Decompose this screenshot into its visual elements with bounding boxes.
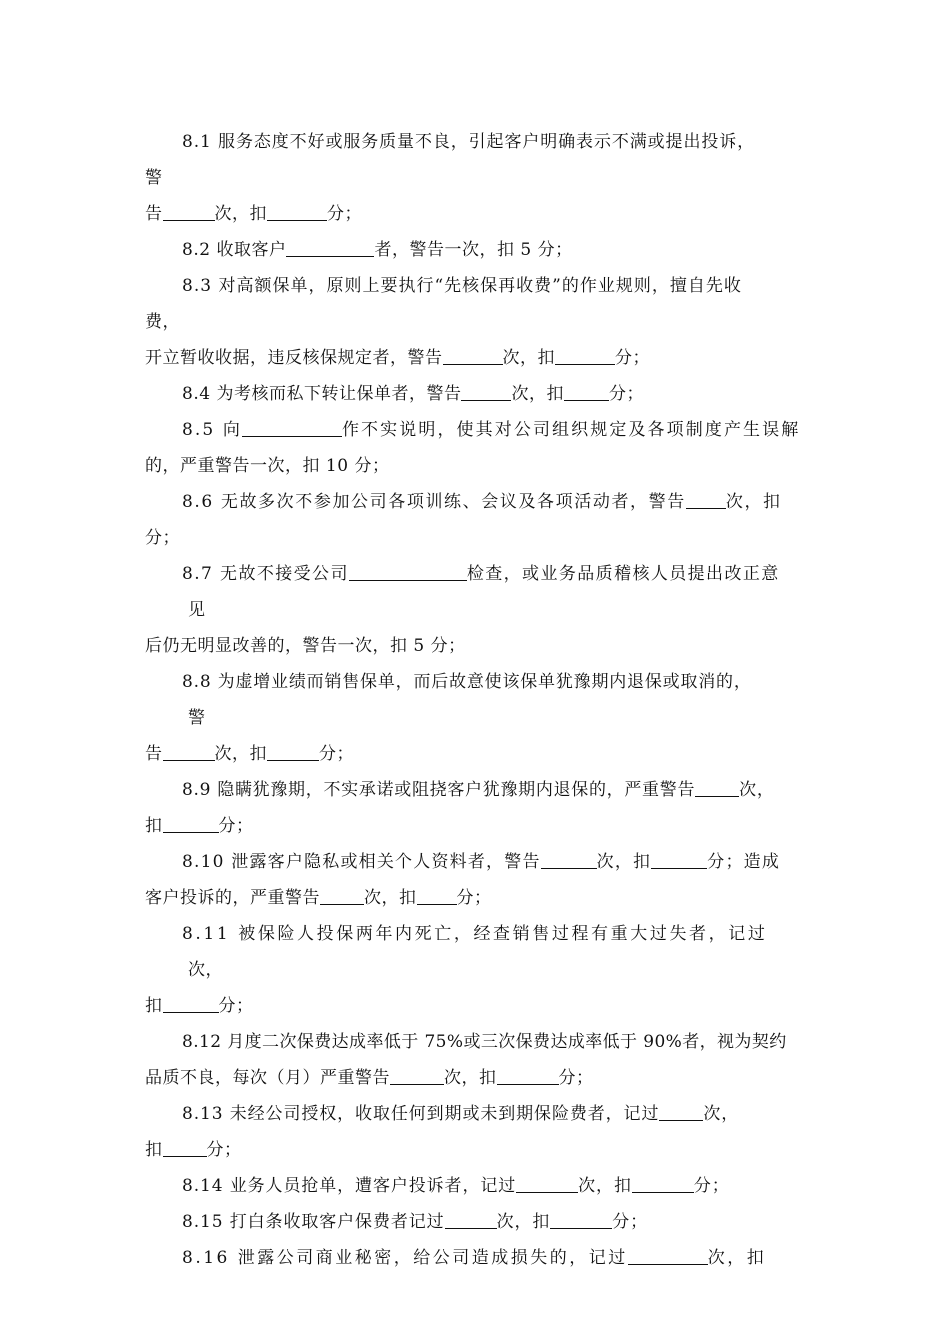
- clause-text: 分；: [612, 1212, 649, 1232]
- clause-text: 品质不良，每次（月）严重警告: [145, 1068, 390, 1088]
- clause-text: 8.14 业务人员抢单，遭客户投诉者，记过: [182, 1176, 517, 1196]
- fill-in-blank: [686, 491, 726, 509]
- clause-text: 8.9 隐瞒犹豫期，不实承诺或阻挠客户犹豫期内退保的，严重警告: [182, 780, 696, 800]
- clause-text: 8.7 无故不接受公司: [182, 564, 349, 584]
- clause-text: 8.13 未经公司授权，收取任何到期或未到期保险费者，记过: [182, 1104, 660, 1124]
- clause-8-7-line-1: [182, 562, 780, 586]
- clause-8-9-line-1: [182, 778, 775, 802]
- fill-in-blank: [163, 203, 215, 221]
- clause-8-10-line-2: [145, 886, 492, 910]
- fill-in-blank: [163, 995, 219, 1013]
- clause-8-5-line-1: [182, 418, 800, 442]
- clause-8-2-line-1: [182, 238, 573, 262]
- clause-8-8-line-3: [145, 742, 354, 766]
- fill-in-blank: [320, 887, 364, 905]
- fill-in-blank: [267, 203, 327, 221]
- clause-text: 8.6 无故多次不参加公司各项训练、会议及各项活动者，警告: [182, 492, 686, 512]
- clause-text: 次，扣: [502, 348, 555, 368]
- clause-text: 次，扣: [725, 492, 782, 512]
- clause-8-13-line-1: [182, 1102, 739, 1126]
- clause-text: 8.4 为考核而私下转让保单者，警告: [182, 384, 462, 404]
- fill-in-blank: [550, 1211, 612, 1229]
- clause-text: 8.11 被保险人投保两年内死亡，经查销售过程有重大过失者，记过: [182, 924, 768, 944]
- clause-text: 次，扣: [578, 1176, 632, 1196]
- clause-8-15-line-1: [182, 1210, 648, 1234]
- clause-text: 分；: [456, 888, 492, 908]
- clause-text: 客户投诉的，严重警告: [145, 888, 320, 908]
- fill-in-blank: [242, 419, 342, 437]
- clause-text: 分；: [218, 816, 254, 836]
- clause-8-12-line-1: [182, 1030, 787, 1054]
- clause-8-4-line-1: [182, 382, 644, 406]
- clause-8-9-line-2: [145, 814, 254, 838]
- clause-text: 警: [145, 168, 163, 188]
- fill-in-blank: [286, 239, 374, 257]
- fill-in-blank: [632, 1175, 694, 1193]
- clause-text: 分；: [615, 348, 650, 368]
- clause-8-6-line-2: [145, 526, 180, 550]
- clause-8-14-line-1: [182, 1174, 730, 1198]
- clause-text: 8.16 泄露公司商业秘密，给公司造成损失的，记过: [182, 1248, 628, 1268]
- clause-text: 分；: [206, 1140, 242, 1160]
- clause-text: 次，扣: [496, 1212, 551, 1232]
- fill-in-blank: [555, 347, 615, 365]
- clause-text: 分；: [145, 528, 180, 548]
- clause-8-3-line-2: [145, 310, 180, 334]
- clause-text: 作不实说明，使其对公司组织规定及各项制度产生误解: [341, 420, 801, 440]
- clause-text: 分；造成: [707, 852, 781, 872]
- clause-8-10-line-1: [182, 850, 780, 874]
- fill-in-blank: [461, 383, 511, 401]
- fill-in-blank: [443, 347, 503, 365]
- fill-in-blank: [445, 1211, 497, 1229]
- fill-in-blank: [163, 1139, 207, 1157]
- clause-text: 次，扣: [511, 384, 564, 404]
- clause-text: 费，: [145, 312, 180, 332]
- fill-in-blank: [349, 563, 467, 581]
- clause-text: 扣: [145, 1140, 163, 1160]
- clause-8-16-line-1: [182, 1246, 766, 1270]
- clause-8-11-line-3: [145, 994, 254, 1018]
- clause-text: 次，扣: [214, 744, 267, 764]
- clause-text: 8.2 收取客户: [182, 240, 287, 260]
- fill-in-blank: [417, 887, 457, 905]
- clause-text: 的，严重警告一次，扣 10 分；: [145, 456, 390, 476]
- clause-text: 次，扣: [444, 1068, 497, 1088]
- clause-8-3-line-3: [145, 346, 650, 370]
- clause-8-8-line-2: [188, 706, 206, 730]
- clause-text: 后仍无明显改善的，警告一次，扣 5 分；: [145, 636, 466, 656]
- clause-text: 警: [188, 708, 206, 728]
- fill-in-blank: [541, 851, 597, 869]
- clause-8-1-line-2: [145, 166, 163, 190]
- fill-in-blank: [651, 851, 707, 869]
- clause-8-6-line-1: [182, 490, 782, 514]
- clause-8-7-line-3: [145, 634, 466, 658]
- fill-in-blank: [163, 743, 215, 761]
- clause-text: 次，: [739, 780, 775, 800]
- fill-in-blank: [628, 1247, 708, 1265]
- clause-text: 8.8 为虚增业绩而销售保单，而后故意使该保单犹豫期内退保或取消的，: [182, 672, 752, 692]
- clause-text: 8.5 向: [182, 420, 242, 440]
- clause-text: 者，警告一次，扣 5 分；: [374, 240, 573, 260]
- clause-text: 8.3 对高额保单，原则上要执行“先核保再收费”的作业规则，擅自先收: [182, 276, 742, 296]
- clause-text: 分；: [327, 204, 362, 224]
- clause-text: 次，扣: [214, 204, 267, 224]
- clause-text: 次，: [188, 960, 223, 980]
- clause-text: 8.1 服务态度不好或服务质量不良，引起客户明确表示不满或提出投诉，: [182, 132, 756, 152]
- clause-text: 8.12 月度二次保费达成率低于 75%或三次保费达成率低于 90%者，视为契约: [182, 1032, 787, 1052]
- clause-text: 见: [188, 600, 206, 620]
- clause-text: 分；: [608, 384, 644, 404]
- clause-text: 次，扣: [364, 888, 417, 908]
- clause-8-11-line-2: [188, 958, 223, 982]
- clause-8-7-line-2: [188, 598, 206, 622]
- clause-8-11-line-1: [182, 922, 767, 946]
- clause-8-1-line-1: [182, 130, 755, 154]
- clause-8-1-line-3: [145, 202, 362, 226]
- fill-in-blank: [497, 1067, 559, 1085]
- clause-8-13-line-2: [145, 1138, 242, 1162]
- clause-8-5-line-2: [145, 454, 389, 478]
- clause-text: 分；: [558, 1068, 594, 1088]
- clause-text: 8.10 泄露客户隐私或相关个人资料者，警告: [182, 852, 541, 872]
- fill-in-blank: [267, 743, 319, 761]
- clause-text: 扣: [145, 816, 163, 836]
- clause-text: 检查，或业务品质稽核人员提出改正意: [466, 564, 780, 584]
- fill-in-blank: [564, 383, 609, 401]
- clause-text: 次，: [703, 1104, 740, 1124]
- clause-text: 扣: [145, 996, 163, 1016]
- clause-8-8-line-1: [182, 670, 752, 694]
- clause-text: 次，扣: [596, 852, 652, 872]
- fill-in-blank: [695, 779, 739, 797]
- clause-text: 8.15 打白条收取客户保费者记过: [182, 1212, 445, 1232]
- clause-text: 分；: [693, 1176, 730, 1196]
- fill-in-blank: [516, 1175, 578, 1193]
- clause-text: 告: [145, 204, 163, 224]
- clause-text: 分；: [218, 996, 254, 1016]
- fill-in-blank: [390, 1067, 444, 1085]
- clause-text: 分；: [319, 744, 354, 764]
- fill-in-blank: [659, 1103, 703, 1121]
- clause-8-12-line-2: [145, 1066, 594, 1090]
- clause-text: 告: [145, 744, 163, 764]
- clause-text: 次，扣: [707, 1248, 767, 1268]
- clause-8-3-line-1: [182, 274, 742, 298]
- clause-text: 开立暂收收据，违反核保规定者，警告: [145, 348, 443, 368]
- fill-in-blank: [163, 815, 219, 833]
